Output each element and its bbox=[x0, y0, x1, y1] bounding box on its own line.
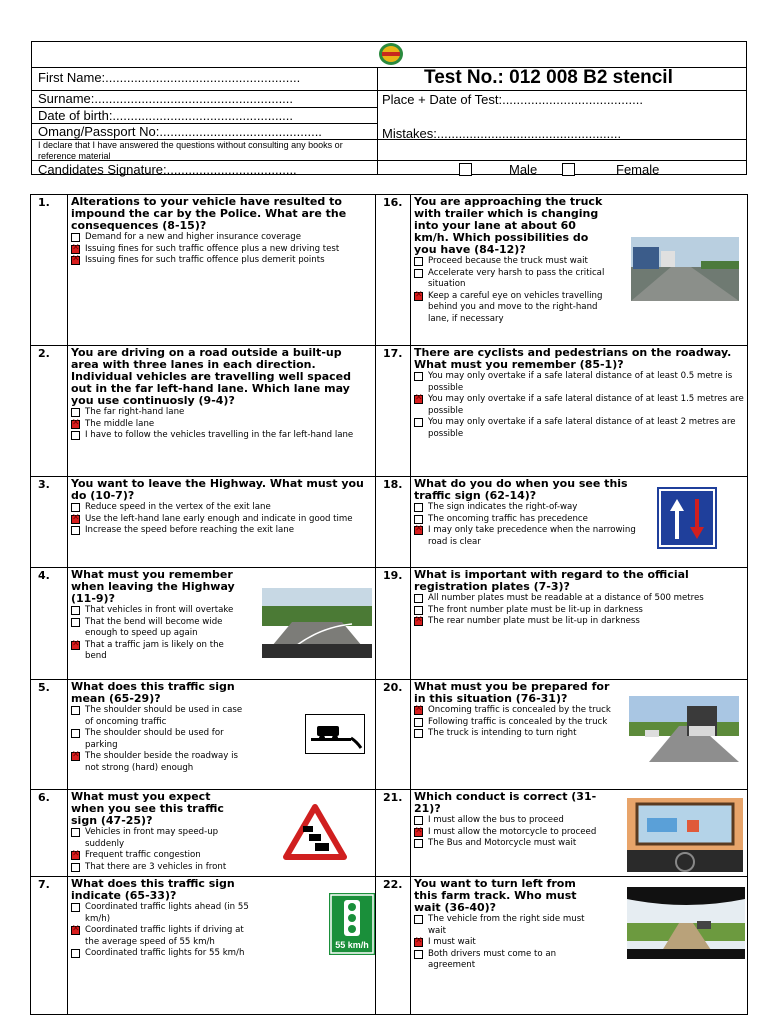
answer-option[interactable] bbox=[71, 605, 236, 617]
declaration-text: I declare that I have answered the questions without consulting any books or reference material bbox=[38, 140, 343, 161]
emblem-logo bbox=[373, 42, 409, 66]
answer-text: Issuing fines for such traffic offence plus a new driving test bbox=[85, 243, 340, 254]
checked-checkbox[interactable] bbox=[71, 256, 80, 265]
place-date-field[interactable]: Place + Date of Test:....................................... bbox=[382, 92, 643, 107]
answer-text: That the bend will become wide enough to speed up again bbox=[85, 616, 223, 638]
checked-checkbox[interactable] bbox=[71, 851, 80, 860]
answer-text: The shoulder should be used for parking bbox=[85, 728, 224, 750]
answer-option[interactable] bbox=[71, 640, 236, 663]
answer-checkbox[interactable] bbox=[414, 718, 423, 727]
question-cell bbox=[411, 680, 748, 790]
question-cell bbox=[411, 346, 748, 477]
answer-text: Issuing fines for such traffic offence plus demerit points bbox=[85, 255, 325, 265]
question-row bbox=[31, 680, 748, 790]
answer-option[interactable] bbox=[71, 850, 246, 862]
answer-text: You may only overtake if a safe lateral distance of at least 0.5 metre is possible bbox=[428, 371, 733, 393]
answer-text: Vehicles in front may speed-up suddenly bbox=[85, 827, 219, 849]
soft-shoulder-sign bbox=[305, 714, 365, 754]
question-text: What do you do when you see this traffic sign (62-14)? bbox=[414, 477, 628, 502]
checked-checkbox[interactable] bbox=[71, 245, 80, 254]
question-row bbox=[31, 790, 748, 877]
answer-option[interactable] bbox=[414, 616, 744, 628]
answer-checkbox[interactable] bbox=[71, 828, 80, 837]
answer-text: I must allow the bus to proceed bbox=[428, 815, 564, 825]
answer-checkbox[interactable] bbox=[414, 729, 423, 738]
question-number: 22. bbox=[376, 877, 411, 1015]
answer-option[interactable] bbox=[71, 751, 246, 774]
question-cell bbox=[68, 477, 376, 568]
question-cell bbox=[68, 877, 376, 1015]
answer-checkbox[interactable] bbox=[414, 515, 423, 524]
question-text: You are approaching the truck with trailer which is changing into your lane at about 60 km/h. Which possibilities do you have (84-12)? bbox=[414, 195, 603, 256]
answer-option[interactable] bbox=[71, 430, 372, 442]
male-checkbox[interactable] bbox=[459, 163, 472, 176]
answer-checkbox[interactable] bbox=[71, 503, 80, 512]
farm-track-photo bbox=[627, 887, 745, 959]
answer-option[interactable] bbox=[414, 815, 614, 827]
test-title: Test No.: 012 008 B2 stencil bbox=[424, 67, 673, 88]
first-name-field[interactable]: First Name:...................................................... bbox=[38, 70, 301, 85]
question-cell bbox=[411, 568, 748, 680]
question-number: 6. bbox=[31, 790, 68, 877]
question-text: What does this traffic sign indicate (65-33)? bbox=[71, 877, 235, 902]
question-number: 7. bbox=[31, 877, 68, 1015]
question-cell bbox=[68, 790, 376, 877]
answer-option[interactable] bbox=[414, 371, 744, 394]
question-cell bbox=[68, 195, 376, 346]
answer-text: The front number plate must be lit-up in darkness bbox=[428, 604, 643, 615]
answer-option[interactable] bbox=[71, 232, 372, 244]
checked-checkbox[interactable] bbox=[414, 395, 423, 404]
question-number: 1. bbox=[31, 195, 68, 346]
dob-field[interactable]: Date of birth:.................................................. bbox=[38, 108, 294, 123]
question-number: 4. bbox=[31, 568, 68, 680]
question-number: 2. bbox=[31, 346, 68, 477]
two-way-traffic-sign bbox=[657, 487, 717, 549]
checked-checkbox[interactable] bbox=[414, 526, 423, 535]
answer-checkbox[interactable] bbox=[71, 729, 80, 738]
answer-option[interactable] bbox=[71, 827, 246, 850]
answer-checkbox[interactable] bbox=[414, 269, 423, 278]
question-number: 18. bbox=[376, 477, 411, 568]
answer-option[interactable] bbox=[71, 525, 372, 537]
answer-option[interactable] bbox=[414, 417, 744, 440]
answer-option[interactable] bbox=[71, 502, 372, 514]
answer-text: Coordinated traffic lights for 55 km/h bbox=[85, 948, 245, 958]
answer-text: The shoulder should be used in case of oncoming traffic bbox=[85, 705, 243, 727]
checked-checkbox[interactable] bbox=[71, 515, 80, 524]
truck-highway-photo bbox=[631, 237, 739, 301]
answer-text: You may only overtake if a safe lateral distance of at least 1.5 metres are possible bbox=[428, 394, 744, 416]
answer-text: Frequent traffic congestion bbox=[85, 850, 201, 860]
question-number: 16. bbox=[376, 195, 411, 346]
answer-text: That a traffic jam is likely on the bend bbox=[85, 639, 224, 661]
male-label: Male bbox=[509, 162, 538, 177]
question-row bbox=[31, 877, 748, 1015]
question-text: You are driving on a road outside a built-up area with three lanes in each direction. Individual vehicles are travelling well spaced out in the far left-hand lane. Which lane may you use continuosly (9-4)? bbox=[71, 346, 352, 407]
question-text: There are cyclists and pedestrians on the roadway. What must you remember (85-1)? bbox=[414, 346, 732, 371]
answer-text: The rear number plate must be lit-up in darkness bbox=[428, 616, 640, 626]
answer-option[interactable] bbox=[71, 617, 236, 640]
answer-text: I may only take precedence when the narrowing road is clear bbox=[428, 525, 636, 547]
answer-checkbox[interactable] bbox=[414, 816, 423, 825]
checked-checkbox[interactable] bbox=[414, 938, 423, 947]
question-text: You want to turn left from this farm track. Who must wait (36-40)? bbox=[414, 877, 577, 914]
answer-text: The vehicle from the right side must wait bbox=[428, 914, 585, 936]
answer-checkbox[interactable] bbox=[71, 606, 80, 615]
sign-speed-text: 55 km/h bbox=[335, 940, 369, 950]
answer-text: The far right-hand lane bbox=[85, 407, 185, 417]
answer-text: The shoulder beside the roadway is not strong (hard) enough bbox=[85, 751, 238, 773]
checked-checkbox[interactable] bbox=[71, 926, 80, 935]
answer-text: That vehicles in front will overtake bbox=[85, 605, 234, 615]
answer-checkbox[interactable] bbox=[71, 526, 80, 535]
answer-text: Demand for a new and higher insurance coverage bbox=[85, 232, 302, 242]
answer-text: Accelerate very harsh to pass the critical situation bbox=[428, 267, 605, 289]
questions-table bbox=[30, 194, 748, 1015]
question-cell bbox=[411, 195, 748, 346]
answer-text: Increase the speed before reaching the exit lane bbox=[85, 525, 295, 535]
female-checkbox[interactable] bbox=[562, 163, 575, 176]
answer-checkbox[interactable] bbox=[414, 606, 423, 615]
answer-text: Keep a careful eye on vehicles travelling behind you and move to the right-hand lane, if necessary bbox=[428, 290, 603, 324]
question-text: What must you expect when you see this traffic sign (47-25)? bbox=[71, 790, 224, 827]
highway-exit-photo bbox=[262, 588, 372, 658]
question-number: 3. bbox=[31, 477, 68, 568]
checked-checkbox[interactable] bbox=[414, 828, 423, 837]
question-text: What must you remember when leaving the Highway (11-9)? bbox=[71, 568, 235, 605]
question-text: Which conduct is correct (31-21)? bbox=[414, 790, 597, 815]
question-text: You want to leave the Highway. What must you do (10-7)? bbox=[71, 477, 364, 502]
answer-option[interactable] bbox=[414, 593, 744, 605]
answer-option[interactable] bbox=[414, 827, 614, 839]
answer-text: That there are 3 vehicles in front bbox=[85, 861, 227, 872]
answer-checkbox[interactable] bbox=[71, 903, 80, 912]
answer-option[interactable] bbox=[71, 255, 372, 267]
answer-option[interactable] bbox=[414, 705, 614, 717]
answer-checkbox[interactable] bbox=[71, 949, 80, 958]
question-cell bbox=[411, 477, 748, 568]
answer-option[interactable] bbox=[71, 244, 372, 256]
answer-option[interactable] bbox=[414, 949, 599, 972]
question-text: What is important with regard to the official registration plates (7-3)? bbox=[414, 568, 689, 593]
checked-checkbox[interactable] bbox=[71, 641, 80, 650]
question-row bbox=[31, 568, 748, 680]
answer-text: Use the left-hand lane early enough and indicate in good time bbox=[85, 513, 353, 524]
answer-text: Proceed because the truck must wait bbox=[428, 256, 588, 266]
signature-field[interactable]: Candidates Signature:.................................... bbox=[38, 162, 297, 177]
answer-option[interactable] bbox=[71, 728, 246, 751]
answer-option[interactable] bbox=[414, 914, 599, 937]
question-row bbox=[31, 477, 748, 568]
answer-option[interactable] bbox=[414, 728, 614, 740]
answer-checkbox[interactable] bbox=[414, 503, 423, 512]
question-number: 5. bbox=[31, 680, 68, 790]
traffic-congestion-sign bbox=[283, 804, 347, 860]
answer-text: The middle lane bbox=[85, 418, 155, 429]
answer-checkbox[interactable] bbox=[71, 408, 80, 417]
checked-checkbox[interactable] bbox=[414, 617, 423, 626]
answer-text: Coordinated traffic lights ahead (in 55 km/h) bbox=[85, 902, 249, 924]
intersection-view-photo bbox=[627, 798, 743, 872]
checked-checkbox[interactable] bbox=[71, 752, 80, 761]
question-row bbox=[31, 195, 748, 346]
answer-text: The truck is intending to turn right bbox=[428, 728, 577, 738]
question-text: What must you be prepared for in this situation (76-31)? bbox=[414, 680, 610, 705]
question-number: 17. bbox=[376, 346, 411, 477]
answer-option[interactable] bbox=[414, 268, 614, 291]
answer-checkbox[interactable] bbox=[414, 594, 423, 603]
answer-checkbox[interactable] bbox=[414, 372, 423, 381]
answer-checkbox[interactable] bbox=[414, 257, 423, 266]
question-row bbox=[31, 346, 748, 477]
question-cell bbox=[68, 568, 376, 680]
question-number: 21. bbox=[376, 790, 411, 877]
question-text: What does this traffic sign mean (65-29)? bbox=[71, 680, 235, 705]
answer-text: The sign indicates the right-of-way bbox=[428, 502, 578, 512]
answer-checkbox[interactable] bbox=[71, 706, 80, 715]
answer-text: All number plates must be readable at a distance of 500 metres bbox=[428, 593, 704, 603]
green-wave-sign bbox=[329, 893, 375, 955]
answer-option[interactable] bbox=[414, 605, 744, 617]
answer-option[interactable] bbox=[71, 925, 251, 948]
answer-option[interactable] bbox=[414, 937, 599, 949]
answer-checkbox[interactable] bbox=[414, 950, 423, 959]
answer-checkbox[interactable] bbox=[414, 915, 423, 924]
answer-text: Both drivers must come to an agreement bbox=[428, 948, 557, 970]
answer-option[interactable] bbox=[414, 394, 744, 417]
answer-text: The oncoming traffic has precedence bbox=[428, 513, 588, 524]
answer-text: The Bus and Motorcycle must wait bbox=[428, 838, 577, 848]
answer-checkbox[interactable] bbox=[414, 418, 423, 427]
question-number: 20. bbox=[376, 680, 411, 790]
answer-option[interactable] bbox=[71, 407, 372, 419]
question-number: 19. bbox=[376, 568, 411, 680]
checked-checkbox[interactable] bbox=[414, 292, 423, 301]
answer-text: Reduce speed in the vertex of the exit lane bbox=[85, 502, 271, 512]
answer-option[interactable] bbox=[71, 705, 246, 728]
answer-option[interactable] bbox=[71, 514, 372, 526]
question-cell bbox=[68, 346, 376, 477]
question-cell bbox=[411, 877, 748, 1015]
answer-text: Following traffic is concealed by the truck bbox=[428, 716, 608, 727]
answer-text: I must allow the motorcycle to proceed bbox=[428, 826, 597, 837]
female-label: Female bbox=[616, 162, 660, 177]
truck-oncoming-photo bbox=[629, 696, 739, 762]
answer-option[interactable] bbox=[414, 256, 614, 268]
answer-option[interactable] bbox=[414, 502, 644, 514]
answer-option[interactable] bbox=[71, 948, 251, 960]
answer-checkbox[interactable] bbox=[414, 839, 423, 848]
answer-checkbox[interactable] bbox=[71, 618, 80, 627]
answer-option[interactable] bbox=[414, 838, 614, 850]
surname-field[interactable]: Surname:....................................................... bbox=[38, 91, 294, 106]
answer-option[interactable] bbox=[414, 291, 614, 326]
answer-option[interactable] bbox=[414, 525, 644, 548]
answer-text: Coordinated traffic lights if driving at the average speed of 55 km/h bbox=[85, 925, 244, 947]
answer-option[interactable] bbox=[414, 717, 614, 729]
answer-checkbox[interactable] bbox=[71, 431, 80, 440]
answer-option[interactable] bbox=[414, 514, 644, 526]
answer-checkbox[interactable] bbox=[71, 863, 80, 872]
checked-checkbox[interactable] bbox=[71, 420, 80, 429]
answer-text: I must wait bbox=[428, 937, 476, 947]
header-box bbox=[31, 41, 747, 175]
answer-text: Oncoming traffic is concealed by the truck bbox=[428, 705, 611, 715]
question-cell bbox=[68, 680, 376, 790]
answer-text: I have to follow the vehicles travelling in the far left-hand lane bbox=[85, 430, 354, 440]
answer-option[interactable] bbox=[71, 419, 372, 431]
answer-checkbox[interactable] bbox=[71, 233, 80, 242]
question-cell bbox=[411, 790, 748, 877]
answer-text: You may only overtake if a safe lateral distance of at least 2 metres are possible bbox=[428, 417, 736, 439]
answer-option[interactable] bbox=[71, 902, 251, 925]
omang-field[interactable]: Omang/Passport No:............................................. bbox=[38, 124, 322, 139]
mistakes-field[interactable]: Mistakes:................................................... bbox=[382, 126, 622, 141]
checked-checkbox[interactable] bbox=[414, 706, 423, 715]
answer-option[interactable] bbox=[71, 862, 246, 874]
question-text: Alterations to your vehicle have resulted to impound the car by the Police. What are the consequences (8-15)? bbox=[71, 195, 347, 232]
